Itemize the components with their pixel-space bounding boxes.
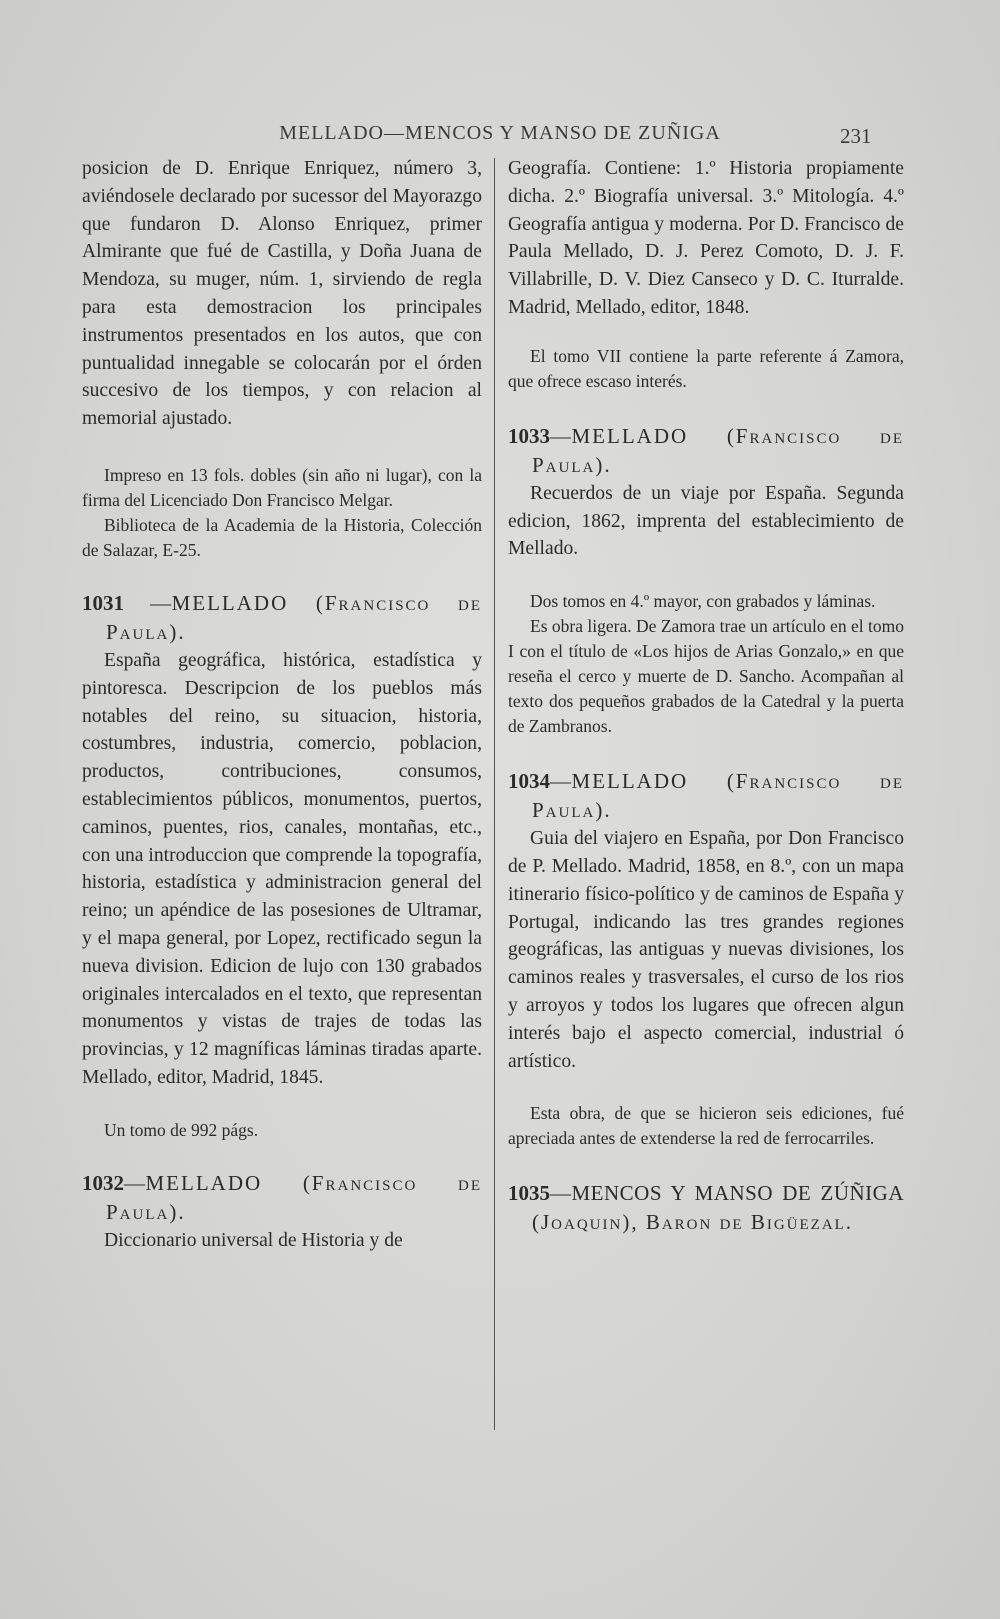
- entry-number: 1034: [508, 769, 550, 794]
- entry-1034-body: Guia del viajero en España, por Don Francisco de P. Mellado. Madrid, 1858, en 8.º, con un mapa itinerario físico-político y de caminos de España y Portugal, indicando las tres grandes regiones geográficas, las antiguas y nuevas divisiones, los caminos reales y trasversales, el curso de los rios y arroyos y todos los lugares que ofrecen algun interés bajo el aspecto comercial, industrial ó artístico.: [508, 828, 904, 1072]
- entry-1032-heading: [82, 1169, 482, 1227]
- entry-author-name: (Francisco de Paula).: [106, 1170, 482, 1224]
- entry-author: MELLADO: [571, 769, 689, 794]
- entry-author: MELLADO: [571, 423, 689, 448]
- entry-number: 1032: [82, 1170, 124, 1195]
- entry-dash: —: [124, 1170, 146, 1195]
- entry-1033-note-format: Dos tomos en 4.º mayor, con grabados y láminas.: [530, 591, 876, 612]
- page-number: 231: [840, 124, 872, 148]
- entry-author: MENCOS Y MANSO DE ZÚÑIGA: [571, 1181, 904, 1206]
- entry-dash: —: [124, 590, 172, 615]
- column-divider: [494, 158, 495, 1430]
- entry-author: MELLADO: [145, 1170, 263, 1195]
- entry-1034-note: Esta obra, de que se hicieron seis ediciones, fué apreciada antes de extenderse la red de ferrocarriles.: [508, 1103, 904, 1149]
- running-title: MELLADO—MENCOS Y MANSO DE ZUÑIGA: [279, 122, 721, 144]
- entry-1034-heading: [508, 767, 904, 825]
- entry-dash: —: [550, 1181, 572, 1206]
- entry-1033-body: Recuerdos de un viaje por España. Segunda edicion, 1862, imprenta del establecimiento de Mellado.: [508, 482, 904, 560]
- entry-1031-heading: [82, 589, 482, 647]
- entry-number: 1035: [508, 1181, 550, 1206]
- continuation-paragraph: Geografía. Contiene: 1.º Historia propiamente dicha. 2.º Biografía universal. 3.º Mitología. 4.º Geografía antigua y moderna. Por D. Francisco de Paula Mellado, D. J. Perez Comoto, D. J. F. Villabrille, D. V. Diez Canseco y D. C. Iturralde. Madrid, Mellado, editor, 1848.: [508, 158, 904, 318]
- entry-author-name: (Joaquin), Baron de Bigüezal.: [532, 1210, 854, 1235]
- note-print-details: Impreso en 13 fols. dobles (sin año ni lugar), con la firma del Licenciado Don Francisco Melgar.: [82, 464, 482, 510]
- entry-1031-note: Un tomo de 992 págs.: [104, 1119, 259, 1140]
- note-library: Biblioteca de la Academia de la Historia, Colección de Salazar, E-25.: [82, 514, 482, 560]
- intro-paragraph: posicion de D. Enrique Enriquez, número 3, aviéndosele declarado por sucessor del Mayorazgo que fundaron D. Alonso Enriquez, primer Almirante que fué de Castilla, y Doña Juana de Mendoza, su muger, núm. 1, sirviendo de regla para esta demostracion los principales instrumentos presentados en los autos, que con puntualidad innegable se colocarán por el órden succesivo de los tiempos, y con relacion al memorial ajustado.: [82, 158, 482, 430]
- entry-author: MELLADO: [171, 590, 289, 615]
- entry-1032-body: Diccionario universal de Historia y de: [104, 1229, 403, 1251]
- entry-dash: —: [550, 423, 572, 448]
- entry-number: 1031: [82, 590, 124, 615]
- entry-author-name: (Francisco de Paula).: [532, 769, 904, 823]
- entry-author-name: (Francisco de Paula).: [532, 423, 904, 477]
- entry-1035-heading: [508, 1179, 904, 1237]
- entry-1033-note-content: Es obra ligera. De Zamora trae un artículo en el tomo I con el título de «Los hijos de Arias Gonzalo,» en que reseña el cerco y muerte de D. Sancho. Acompañan al texto dos pequeños grabados de la Catedral y la puerta de Zambranos.: [508, 616, 904, 737]
- entry-dash: —: [550, 769, 572, 794]
- entry-author-name: (Francisco de Paula).: [106, 590, 482, 644]
- entry-1031-body: España geográfica, histórica, estadística y pintoresca. Descripcion de los pueblos más notables del reino, su situacion, historia, costumbres, industria, comercio, poblacion, productos, contribuciones, consumos, establecimientos públicos, monumentos, puertos, caminos, puentes, rios, canales, montañas, etc., con una introduccion que comprende la topografía, historia, estadística y administracion general del reino; un apéndice de las posesiones de Ultramar, y el mapa general, por Lopez, rectificado segun la nueva division. Edicion de lujo con 130 grabados originales intercalados en el texto, que representan monumentos y vistas de trajes de todas las provincias, y 12 magníficas láminas tiradas aparte. Mellado, editor, Madrid, 1845.: [82, 649, 482, 1088]
- continuation-note: El tomo VII contiene la parte referente á Zamora, que ofrece escaso interés.: [508, 345, 904, 391]
- entry-number: 1033: [508, 423, 550, 448]
- entry-1033-heading: [508, 422, 904, 480]
- right-column: [508, 155, 904, 1237]
- left-column: [82, 155, 482, 1255]
